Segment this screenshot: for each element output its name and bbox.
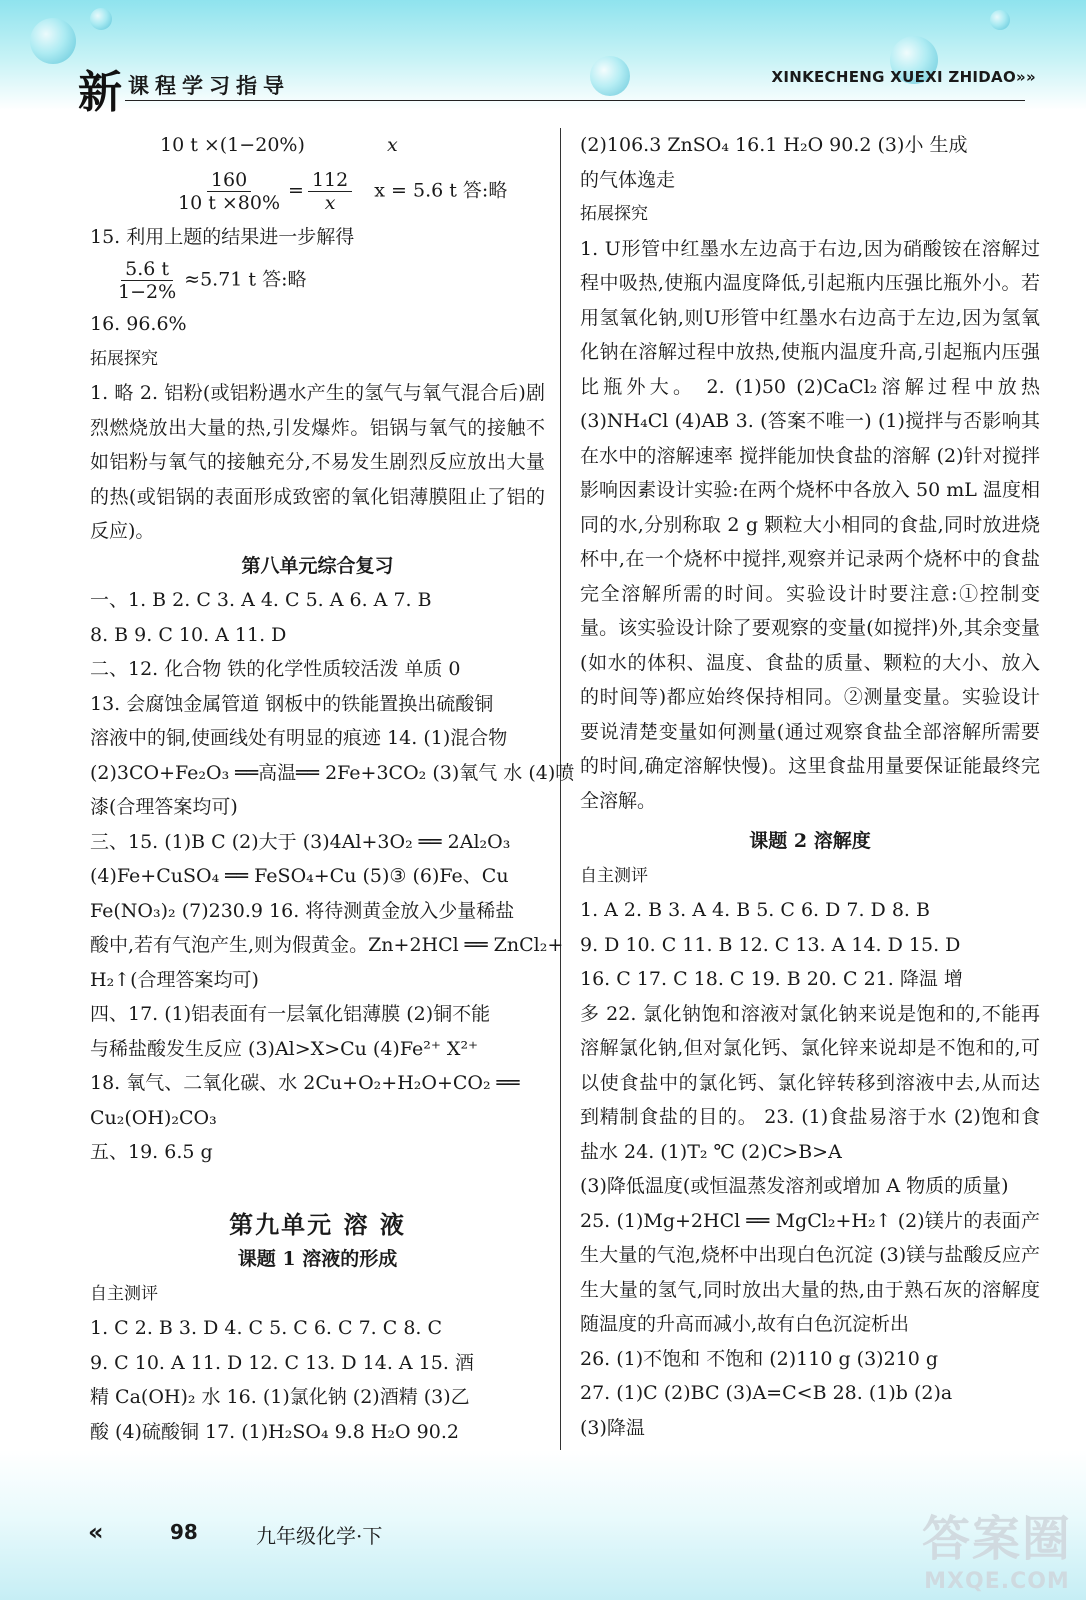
answer-line: 与稀盐酸发生反应 (3)Al>X>Cu (4)Fe²⁺ X²⁺: [90, 1037, 479, 1060]
answer-line: Cu₂(OH)₂CO₃: [90, 1106, 217, 1129]
fraction-q15: $\frac{5.6 t}{1-2\%}$: [118, 258, 177, 303]
answer-line: (3)降温: [580, 1416, 645, 1439]
answer-line: (3)降低温度(或恒温蒸发溶剂或增加 A 物质的质量): [580, 1175, 1009, 1197]
answer-line: 9. D 10. C 11. B 12. C 13. A 14. D 15. D: [580, 933, 961, 956]
explore-heading: 拓展探究: [90, 348, 158, 369]
self-test-heading: 自主测评: [90, 1283, 158, 1304]
answer-line: (2)106.3 ZnSO₄ 16.1 H₂O 90.2 (3)小 生成: [580, 134, 968, 156]
answer-line: 二、12. 化合物 铁的化学性质较活泼 单质 0: [90, 658, 461, 680]
answer-line: H₂↑(合理答案均可): [90, 968, 259, 991]
q16-text: 16. 96.6%: [90, 313, 187, 335]
series-title: 课程学习指导: [128, 74, 290, 98]
answer-line: 1. C 2. B 3. D 4. C 5. C 6. C 7. C 8. C: [90, 1317, 443, 1339]
decorative-bubble: [990, 10, 1010, 30]
left-column: [90, 128, 575, 1449]
calc-line: [90, 128, 545, 163]
page-number: 98: [170, 1520, 198, 1544]
explore-heading: 拓展探究: [580, 204, 648, 224]
calc-var: x: [386, 134, 398, 156]
q15-fraction-line: [90, 258, 545, 303]
watermark-text: 答案圈: [921, 1511, 1072, 1567]
double-chevron-left-icon: «: [88, 1518, 104, 1546]
calc-fraction-line: [90, 169, 545, 214]
answer-line: (4)Fe+CuSO₄ ══ FeSO₄+Cu (5)③ (6)Fe、Cu: [90, 865, 509, 887]
lesson2-title: 课题 2 溶解度: [749, 830, 871, 852]
answer-line: 四、17. (1)铝表面有一层氧化铝薄膜 (2)铜不能: [90, 1003, 491, 1025]
page-header-band: [0, 0, 1086, 118]
equals-sign: =: [288, 179, 304, 201]
explore-answer: 1. 略 2. 铝粉(或铝粉遇水产生的氢气与氧气混合后)剧烈燃烧放出大量的热,引发爆炸。铝锅与氧气的接触不如铝粉与氧气的接触充分,不易发生剧烈反应放出大量的热(或铝锅的表面形成致密的氧化铝薄膜阻止了铝的反应)。: [90, 382, 545, 542]
answer-line: 8. B 9. C 10. A 11. D: [90, 623, 287, 646]
answer-paragraph: 多 22. 氯化钠饱和溶液对氯化钠来说是饱和的,不能再溶解氯化钠,但对氯化钙、氯化锌来说却是不饱和的,可以使食盐中的氯化钙、氯化锌转移到溶液中去,从而达到精制食盐的目的。 23. (1)食盐易溶于水 (2)饱和食盐水 24. (1)T₂ ℃ (2)C>B>A: [580, 1002, 1040, 1163]
answer-line: 16. C 17. C 18. C 19. B 20. C 21. 降温 增: [580, 968, 963, 990]
answer-line: 9. C 10. A 11. D 12. C 13. D 14. A 15. 酒: [90, 1351, 474, 1374]
fraction-b: $\frac{112}{x}$: [308, 169, 352, 214]
answer-line: 三、15. (1)B C (2)大于 (3)4Al+3O₂ ══ 2Al₂O₃: [90, 830, 511, 853]
answer-line: 精 Ca(OH)₂ 水 16. (1)氯化钠 (2)酒精 (3)乙: [90, 1386, 470, 1408]
calc-result: x = 5.6 t 答:略: [374, 179, 508, 201]
answer-line: 18. 氧气、二氧化碳、水 2Cu+O₂+H₂O+CO₂ ══: [90, 1072, 520, 1094]
column-divider: [560, 128, 561, 1458]
book-title: 九年级化学·下: [256, 1524, 383, 1548]
fraction-a: $\frac{160}{10 t \times 80\%}$: [178, 168, 281, 214]
unit9-title: 第九单元 溶 液: [229, 1209, 406, 1239]
q15-text: 15. 利用上题的结果进一步解得: [90, 225, 355, 248]
answer-line: 漆(合理答案均可): [90, 796, 238, 818]
unit8-review-title: 第八单元综合复习: [241, 554, 394, 577]
answer-line: 酸 (4)硫酸铜 17. (1)H₂SO₄ 9.8 H₂O 90.2: [90, 1420, 459, 1443]
decorative-bubble: [590, 56, 630, 96]
answer-line: 26. (1)不饱和 不饱和 (2)110 g (3)210 g: [580, 1347, 939, 1370]
q15-result: ≈5.71 t 答:略: [184, 268, 307, 291]
decorative-bubble: [30, 18, 76, 64]
series-logo: 新: [78, 67, 122, 118]
answer-line: 27. (1)C (2)BC (3)A=C<B 28. (1)b (2)a: [580, 1382, 953, 1404]
header-rule: [125, 100, 1025, 101]
calc-text: 10 t ×(1−20%): [160, 134, 305, 156]
decorative-bubble: [90, 8, 112, 30]
series-pinyin: XINKECHENG XUEXI ZHIDAO»»: [771, 68, 1036, 86]
watermark-url: MXQE.COM: [924, 1569, 1070, 1594]
self-test-heading: 自主测评: [580, 865, 648, 886]
answer-line: 13. 会腐蚀金属管道 钢板中的铁能置换出硫酸铜: [90, 692, 494, 715]
watermark-logo: [922, 1500, 1072, 1594]
answer-line: 溶液中的铜,使画线处有明显的痕迹 14. (1)混合物: [90, 727, 508, 749]
explore-answer: 1. U形管中红墨水左边高于右边,因为硝酸铵在溶解过程中吸热,使瓶内温度降低,引起瓶内压强比瓶外小。若用氢氧化钠,则U形管中红墨水右边高于左边,因为氢氧化钠在溶解过程中放热,使瓶内温度升高,引起瓶内压强比瓶外大。 2. (1)50 (2)CaCl₂溶解过程中放热 (3)NH₄Cl (4)AB 3. (答案不唯一) (1)搅拌与否影响其在水中的溶解速率 搅拌能加快食盐的溶解 (2)针对搅拌影响因素设计实验:在两个烧杯中各放入 50 mL 温度相同的水,分别称取 2 g 颗粒大小相同的食盐,同时放进烧杯中,在一个烧杯中搅拌,观察并记录两个烧杯中的食盐完全溶解所需的时间。实验设计时要注意:①控制变量。该实验设计除了要观察的变量(如搅拌)外,其余变量(如水的体积、温度、食盐的质量、颗粒的大小、放入的时间等)都应始终保持相同。②测量变量。实验设计要说清楚变量如何测量(通过观察食盐全部溶解所需要的时间,确定溶解快慢)。这里食盐用量要保证能最终完全溶解。: [580, 237, 1040, 812]
answer-paragraph: 25. (1)Mg+2HCl ══ MgCl₂+H₂↑ (2)镁片的表面产生大量的气泡,烧杯中出现白色沉淀 (3)镁与盐酸反应产生大量的氢气,同时放出大量的热,由于熟石灰的溶解度随温度的升高而减小,故有白色沉淀析出: [580, 1209, 1040, 1335]
answer-line: Fe(NO₃)₂ (7)230.9 16. 将待测黄金放入少量稀盐: [90, 899, 515, 922]
lesson1-title: 课题 1 溶液的形成: [237, 1248, 398, 1270]
right-column: [580, 128, 1040, 1445]
answer-line: 的气体逸走: [580, 168, 676, 191]
answer-line: (2)3CO+Fe₂O₃ ══高温══ 2Fe+3CO₂ (3)氧气 水 (4)喷: [90, 761, 575, 784]
answer-line: 一、1. B 2. C 3. A 4. C 5. A 6. A 7. B: [90, 589, 432, 611]
answer-line: 1. A 2. B 3. A 4. B 5. C 6. D 7. D 8. B: [580, 899, 930, 921]
answer-line: 五、19. 6.5 g: [90, 1141, 213, 1163]
answer-line: 酸中,若有气泡产生,则为假黄金。Zn+2HCl ══ ZnCl₂+: [90, 934, 564, 956]
